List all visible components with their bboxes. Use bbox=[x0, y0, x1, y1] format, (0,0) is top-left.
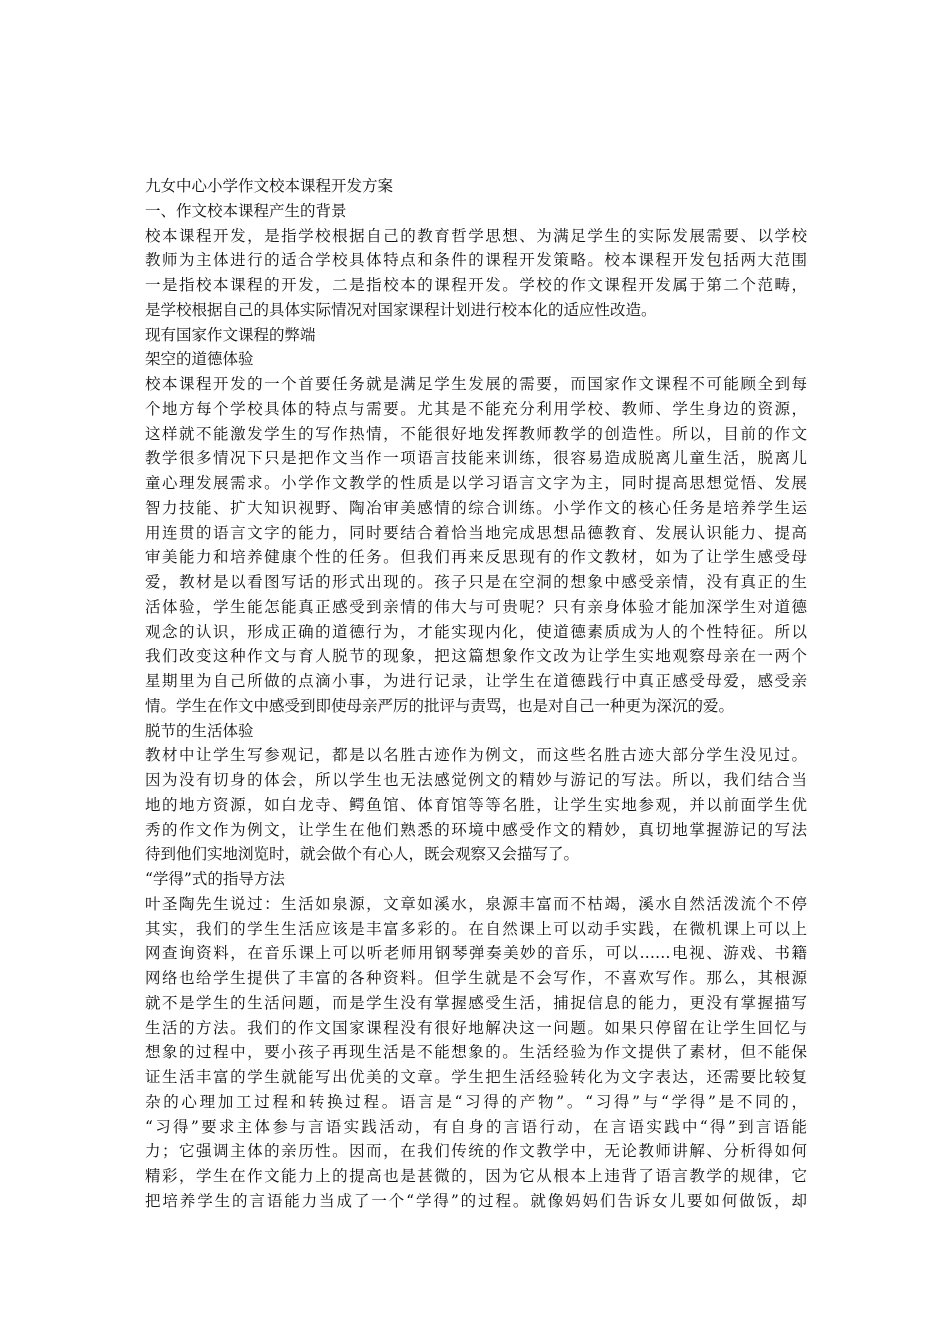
paragraph-life-experience bbox=[145, 743, 807, 867]
paragraph-line: 个地方每个学校具体的特点与需要。尤其是不能充分利用学校、教师、学生身边的资源， bbox=[145, 399, 807, 418]
paragraph-line: 待到他们实地浏览时，就会做个有心人，既会观察又会描写了。 bbox=[145, 845, 580, 864]
paragraph-line: 教学很多情况下只是把作文当作一项语言技能来训练，很容易造成脱离儿童生活，脱离儿 bbox=[145, 449, 807, 468]
paragraph-line: 网查询资料，在音乐课上可以听老师用钢琴弹奏美妙的音乐，可以……电视、游戏、书籍 bbox=[145, 944, 807, 963]
paragraph-line: 叶圣陶先生说过：生活如泉源，文章如溪水，泉源丰富而不枯竭，溪水自然活泼流个不停 bbox=[145, 894, 807, 913]
paragraph-guidance-method bbox=[145, 892, 807, 1214]
paragraph-line: 是学校根据自己的具体实际情况对国家课程计划进行校本化的适应性改造。 bbox=[145, 300, 657, 319]
paragraph-line: 精彩，学生在作文能力上的提高也是甚微的，因为它从根本上违背了语言教学的规律，它 bbox=[145, 1167, 807, 1185]
subheading-moral-experience: 架空的道德体验 bbox=[145, 350, 254, 369]
paragraph-line: 证生活丰富的学生就能写出优美的文章。学生把生活经验转化为文字表达，还需要比较复 bbox=[145, 1068, 807, 1086]
paragraph-line: 一是指校本课程的开发，二是指校本的课程开发。学校的作文课程开发属于第二个范畴， bbox=[145, 276, 807, 294]
paragraph-line: 其实，我们的学生生活应该是丰富多彩的。在自然课上可以动手实践，在微机课上可以上 bbox=[145, 919, 807, 938]
paragraph-line: 把培养学生的言语能力当成了一个“学得”的过程。就像妈妈们告诉女儿要如何做饭，却 bbox=[145, 1191, 807, 1210]
paragraph-line: 用连贯的语言文字的能力，同时要结合着恰当地完成思想品德教育、发展认识能力、提高 bbox=[145, 523, 807, 542]
paragraph-line: 情。学生在作文中感受到即使母亲严厉的批评与责骂，也是对自己一种更为深沉的爱。 bbox=[145, 696, 735, 715]
paragraph-line: 观念的认识，形成正确的道德行为，才能实现内化，使道德素质成为人的个性特征。所以 bbox=[145, 622, 807, 641]
paragraph-line: 秀的作文作为例文，让学生在他们熟悉的环境中感受作文的精妙，真切地掌握游记的写法 bbox=[145, 820, 807, 839]
paragraph-line: “习得”要求主体参与言语实践活动，有自身的言语行动，在言语实践中“得”到言语能 bbox=[145, 1117, 807, 1136]
subheading-guidance-method: “学得”式的指导方法 bbox=[145, 870, 285, 888]
paragraph-school-based-curriculum bbox=[145, 224, 807, 323]
paragraph-line: 童心理发展需求。小学作文教学的性质是以学习语言文字为主，同时提高思想觉悟、发展 bbox=[145, 474, 807, 492]
section-heading-background: 一、作文校本课程产生的背景 bbox=[145, 201, 347, 220]
document-page bbox=[145, 174, 807, 1214]
paragraph-line: 活体验，学生能怎能真正感受到亲情的伟大与可贵呢？只有亲身体验才能加深学生对道德 bbox=[145, 597, 807, 616]
paragraph-line: 爱，教材是以看图写话的形式出现的。孩子只是在空洞的想象中感受亲情，没有真正的生 bbox=[145, 573, 807, 591]
document-title: 九女中心小学作文校本课程开发方案 bbox=[145, 177, 394, 195]
paragraph-moral-experience bbox=[145, 372, 807, 719]
paragraph-line: 智力技能、扩大知识视野、陶冶审美感情的综合训练。小学作文的核心任务是培养学生运 bbox=[145, 498, 807, 517]
paragraph-line: 杂的心理加工过程和转换过程。语言是“习得的产物”。“习得”与“学得”是不同的， bbox=[145, 1092, 807, 1111]
subheading-life-experience: 脱节的生活体验 bbox=[145, 721, 254, 740]
paragraph-line: 地的地方资源，如白龙寺、鳄鱼馆、体育馆等等名胜，让学生实地参观，并以前面学生优 bbox=[145, 795, 807, 814]
paragraph-line: 就不是学生的生活问题，而是学生没有掌握感受生活，捕捉信息的能力，更没有掌握描写 bbox=[145, 993, 807, 1012]
subheading-drawbacks: 现有国家作文课程的弊端 bbox=[145, 325, 316, 344]
paragraph-line: 我们改变这种作文与育人脱节的现象，把这篇想象作文改为让学生实地观察母亲在一两个 bbox=[145, 647, 807, 666]
paragraph-line: 教师为主体进行的适合学校具体特点和条件的课程开发策略。校本课程开发包括两大范围 bbox=[145, 251, 807, 270]
paragraph-line: 因为没有切身的体会，所以学生也无法感觉例文的精妙与游记的写法。所以，我们结合当 bbox=[145, 771, 807, 789]
paragraph-line: 想象的过程中，要小孩子再现生活是不能想象的。生活经验为作文提供了素材，但不能保 bbox=[145, 1043, 807, 1062]
paragraph-line: 校本课程开发的一个首要任务就是满足学生发展的需要，而国家作文课程不可能顾全到每 bbox=[145, 375, 807, 393]
paragraph-line: 力；它强调主体的亲历性。因而，在我们传统的作文教学中，无论教师讲解、分析得如何 bbox=[145, 1142, 807, 1161]
paragraph-line: 教材中让学生写参观记，都是以名胜古迹作为例文，而这些名胜古迹大部分学生没见过。 bbox=[145, 746, 807, 765]
paragraph-line: 校本课程开发，是指学校根据自己的教育哲学思想、为满足学生的实际发展需要、以学校 bbox=[145, 226, 807, 245]
paragraph-line: 审美能力和培养健康个性的任务。但我们再来反思现有的作文教材，如为了让学生感受母 bbox=[145, 548, 807, 567]
paragraph-line: 生活的方法。我们的作文国家课程没有很好地解决这一问题。如果只停留在让学生回忆与 bbox=[145, 1018, 807, 1037]
paragraph-line: 星期里为自己所做的点滴小事，为进行记录，让学生在道德践行中真正感受母爱，感受亲 bbox=[145, 672, 807, 690]
paragraph-line: 网络也给学生提供了丰富的各种资料。但学生就是不会写作，不喜欢写作。那么，其根源 bbox=[145, 969, 807, 987]
paragraph-line: 这样就不能激发学生的写作热情，不能很好地发挥教师教学的创造性。所以，目前的作文 bbox=[145, 424, 807, 443]
